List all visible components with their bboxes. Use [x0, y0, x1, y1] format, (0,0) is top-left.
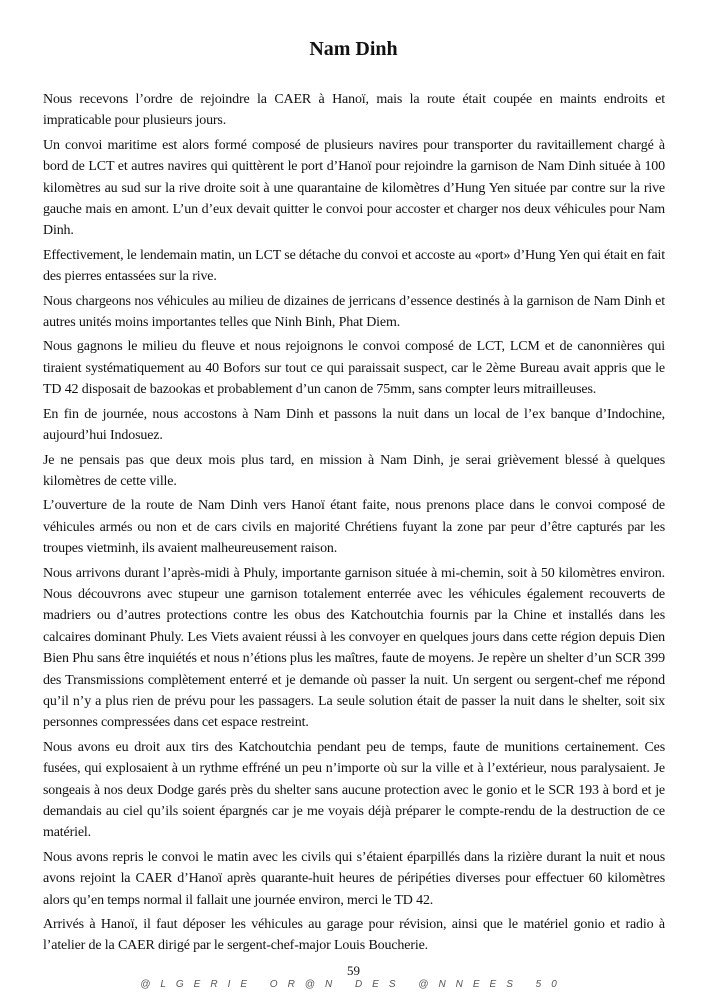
- page-title: Nam Dinh: [309, 38, 398, 60]
- paragraph: Un convoi maritime est alors formé composé de plusieurs navires pour transporter du ravitaillement chargé à bord de LCT et autres navires qui quittèrent le port d’Hanoï pour rejoindre la garnison de Nam Dinh située à 100 kilomètres au sud sur la rive droite soit à une quarantaine de kilomètres d’Hung Yen située par contre sur la rive gauche mais en amont. L’un d’eux devait quitter le convoi pour accoster et charger nos deux véhicules pour Nam Dinh.: [43, 137, 665, 239]
- paragraph: En fin de journée, nous accostons à Nam Dinh et passons la nuit dans un local de l’ex banque d’Indochine, aujourd’hui Indosuez.: [43, 406, 665, 444]
- paragraph: Nous recevons l’ordre de rejoindre la CAER à Hanoï, mais la route était coupée en maints endroits et impraticable pour plusieurs jours.: [43, 92, 665, 129]
- paragraph: Nous avons repris le convoi le matin avec les civils qui s’étaient éparpillés dans la rizière durant la nuit et nous avons rejoint la CAER d’Hanoï après quarante-huit heures de péripéties diverses pour effectuer 60 kilomètres alors qu’en temps normal il fallait une journée environ, merci le TD 42.: [43, 849, 665, 908]
- document-body: [43, 89, 665, 960]
- paragraph: Je ne pensais pas que deux mois plus tard, en mission à Nam Dinh, je serai grièvement blessé à quelques kilomètres de cette ville.: [43, 452, 665, 489]
- paragraph: Arrivés à Hanoï, il faut déposer les véhicules au garage pour révision, ainsi que le matériel gonio et radio à l’atelier de la CAER dirigé par le sergent-chef-major Louis Boucherie.: [43, 917, 665, 954]
- paragraph: Nous gagnons le milieu du fleuve et nous rejoignons le convoi composé de LCT, LCM et de canonnières qui tiraient systématiquement au 40 Bofors sur tout ce qui paraissait suspect, car le 2ème Bureau avait appris que le TD 42 disposait de bazookas et probablement d’un canon de 75mm, sans compter leurs mitrailleuses.: [43, 339, 665, 398]
- paragraph: Effectivement, le lendemain matin, un LCT se détache du convoi et accoste au «port» d’Hung Yen qui était en fait des pierres entassées sur la rive.: [43, 247, 665, 285]
- paragraph: L’ouverture de la route de Nam Dinh vers Hanoï étant faite, nous prenons place dans le convoi composé de véhicules armés ou non et de cars civils en majorité Chrétiens fuyant la zone par peur d’être capturés par les troupes vietminh, ils avaient malheureusement raison.: [43, 498, 665, 557]
- paragraph: Nous arrivons durant l’après-midi à Phuly, importante garnison située à mi-chemin, soit à 50 kilomètres environ. Nous découvrons avec stupeur une garnison totalement enterrée avec les véhicules également recouverts de madriers ou d’autres protections contre les obus des Katchoutchia fournis par la Chine et installés dans les calcaires dominant Phuly. Les Viets avaient réussi à les convoyer en quelques jours dans cette région depuis Dien Bien Phu sans être inquiétés et nous n’étions plus les maîtres, faute de moyens. Je repère un shelter d’un SCR 399 des Transmissions complètement enterré et je demande où passer la nuit. Un sergent ou sergent-chef me répond qu’il n’y a plus rien de prévu pour les passagers. La seule solution était de passer la nuit dans le shelter, soit six personnes compressées dans cet espace restreint.: [43, 565, 665, 731]
- page-number: 59: [347, 963, 360, 978]
- paragraph: Nous avons eu droit aux tirs des Katchoutchia pendant peu de temps, faute de munitions certainement. Ces fusées, qui explosaient à un rythme effréné un peu n’importe où sur la ville et à l’extérieur, nous paralysaient. Je songeais à nos deux Dodge garés près du shelter sans aucune protection avec le gonio et le SCR 193 à bord et je demandais au ciel qu’ils soient épargnés car je me voyais déjà préparer le compte-rendu de la destruction de ce matériel.: [43, 739, 665, 841]
- page-footer: @LGERIE OR@N DES @NNEES 50: [140, 979, 567, 990]
- paragraph: Nous chargeons nos véhicules au milieu de dizaines de jerricans d’essence destinés à la garnison de Nam Dinh et autres unités moins importantes telles que Ninh Binh, Phat Diem.: [43, 293, 665, 331]
